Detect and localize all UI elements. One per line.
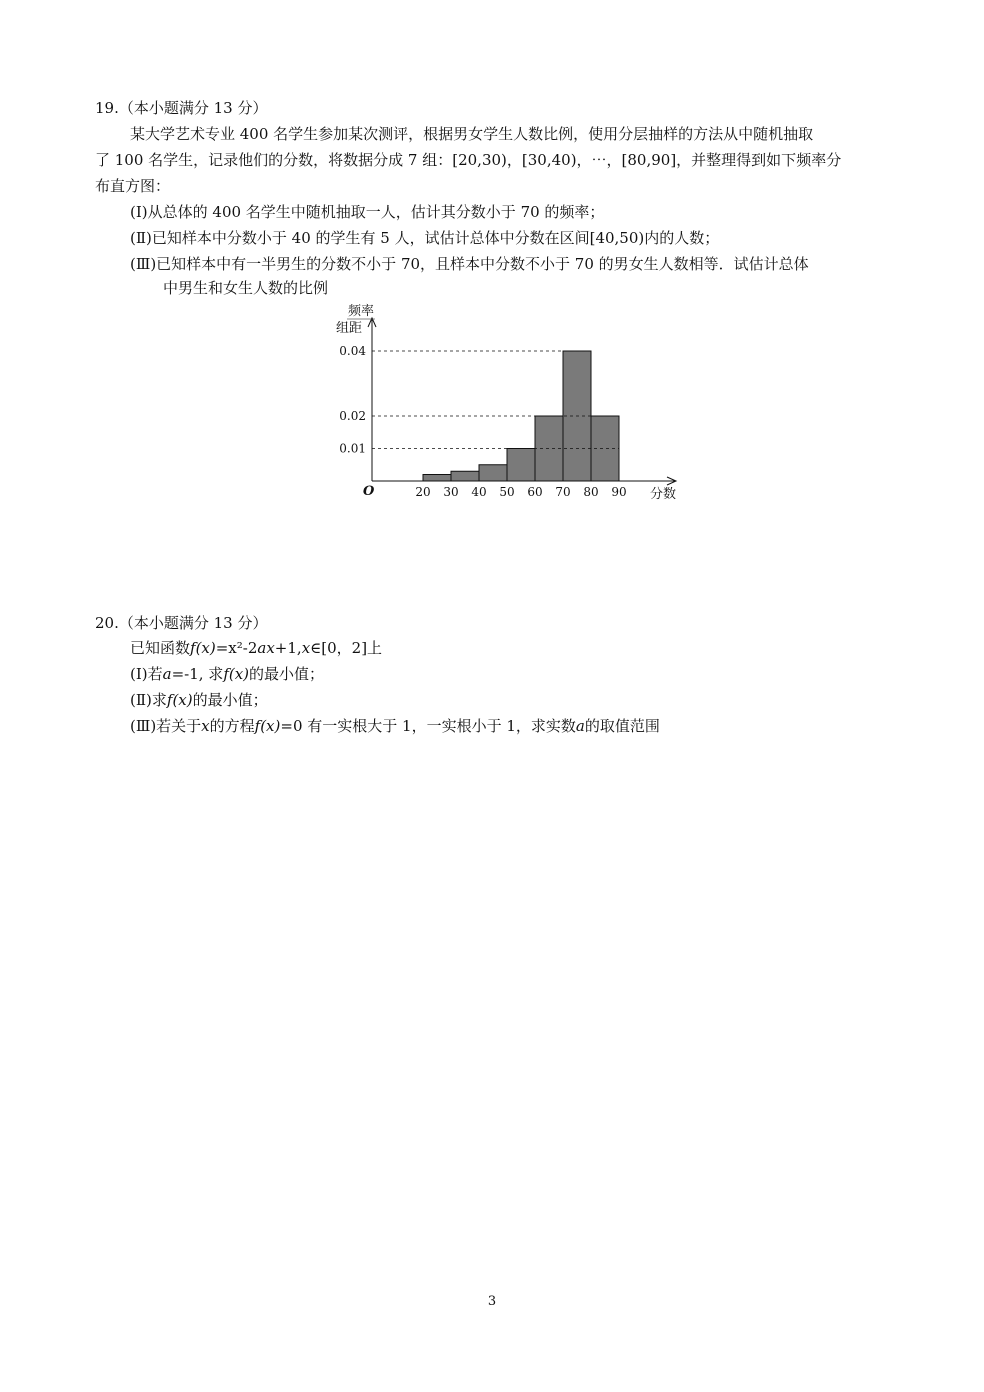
q20-intro-ax: ax [257, 639, 275, 657]
q19-paragraph-line1: 某大学艺术专业 400 名学生参加某次测评，根据男女学生人数比例，使用分层抽样的方法从中随机抽取 [130, 125, 814, 143]
q20-i-tail: 的最小值； [249, 665, 325, 683]
y-tick-label: 0.04 [339, 344, 366, 358]
x-tick-label: 50 [499, 485, 515, 499]
q20-iii-x: x [201, 717, 210, 735]
q19-part-ii: (Ⅱ)已知样本中分数小于 40 的学生有 5 人，试估计总体中分数在区间[40,50)内的人数； [130, 229, 720, 247]
q20-i-value: =-1, 求 [171, 665, 224, 683]
q19-part-iii-line1: (Ⅲ)已知样本中有一半男生的分数不小于 70，且样本中分数不小于 70 的男女生人数相等．试估计总体 [130, 255, 809, 273]
q20-intro-x: x [301, 639, 311, 657]
frequency-histogram [320, 300, 700, 510]
q20-i-fx: f(x) [223, 665, 250, 683]
histogram-bar-[20,30) [423, 475, 451, 482]
q20-iii-fx: f(x) [254, 717, 281, 735]
y-label-top: 频率 [348, 304, 375, 319]
q20-i-text: (Ⅰ)若 [130, 665, 163, 683]
q20-iii-a: a [575, 717, 585, 735]
histogram-bar-[50,60) [507, 449, 535, 482]
x-tick-label: 20 [415, 485, 431, 499]
q20-part-iii [130, 716, 660, 736]
y-label-bottom: 组距 [336, 321, 363, 336]
histogram-bar-[30,40) [451, 471, 479, 481]
q20-iii-eq-text: 的方程 [209, 717, 255, 735]
q19-header: 19.（本小题满分 13 分） [95, 99, 268, 117]
q19-paragraph-line2: 了 100 名学生，记录他们的分数，将数据分成 7 组：[20,30)，[30,40)，⋯，[80,90]，并整理得到如下频率分 [95, 151, 842, 169]
q20-iii-text: (Ⅲ)若关于 [130, 717, 202, 735]
q19-paragraph-line3: 布直方图： [95, 177, 171, 195]
x-tick-label: 40 [471, 485, 487, 499]
x-tick-label: 60 [527, 485, 543, 499]
q20-intro-text: 已知函数 [130, 639, 191, 657]
q20-i-a: a [162, 665, 172, 683]
q20-part-ii [130, 690, 268, 710]
q20-iii-condition: =0 有一实根大于 1，一实根小于 1，求实数 [280, 717, 576, 735]
q20-intro-domain: ∈[0，2]上 [310, 639, 383, 657]
q19-part-iii-line2: 中男生和女生人数的比例 [163, 279, 329, 297]
q20-intro-plus: +1, [274, 639, 302, 657]
q20-header: 20.（本小题满分 13 分） [95, 614, 268, 632]
y-tick-label: 0.01 [339, 441, 366, 456]
y-tick-label: 0.02 [339, 409, 366, 423]
x-tick-label: 80 [583, 485, 599, 499]
q20-intro-fx: f(x) [190, 639, 216, 657]
x-tick-label: 70 [555, 485, 571, 499]
q20-iii-tail: 的取值范围 [584, 717, 660, 735]
q19-part-i: (Ⅰ)从总体的 400 名学生中随机抽取一人，估计其分数小于 70 的频率； [130, 203, 605, 221]
q20-ii-tail: 的最小值； [192, 691, 268, 709]
q20-part-i [130, 664, 324, 684]
q20-ii-text: (Ⅱ)求 [130, 691, 167, 709]
x-axis-label: 分数 [650, 487, 677, 502]
q20-intro-expr: =x²-2 [215, 639, 258, 657]
histogram-bar-[40,50) [479, 465, 507, 481]
x-tick-label: 90 [611, 485, 627, 499]
page-number: 3 [487, 1294, 497, 1309]
q20-intro [130, 638, 382, 658]
q20-ii-fx: f(x) [166, 691, 193, 709]
origin-label: O [363, 484, 375, 499]
x-tick-label: 30 [443, 485, 459, 499]
